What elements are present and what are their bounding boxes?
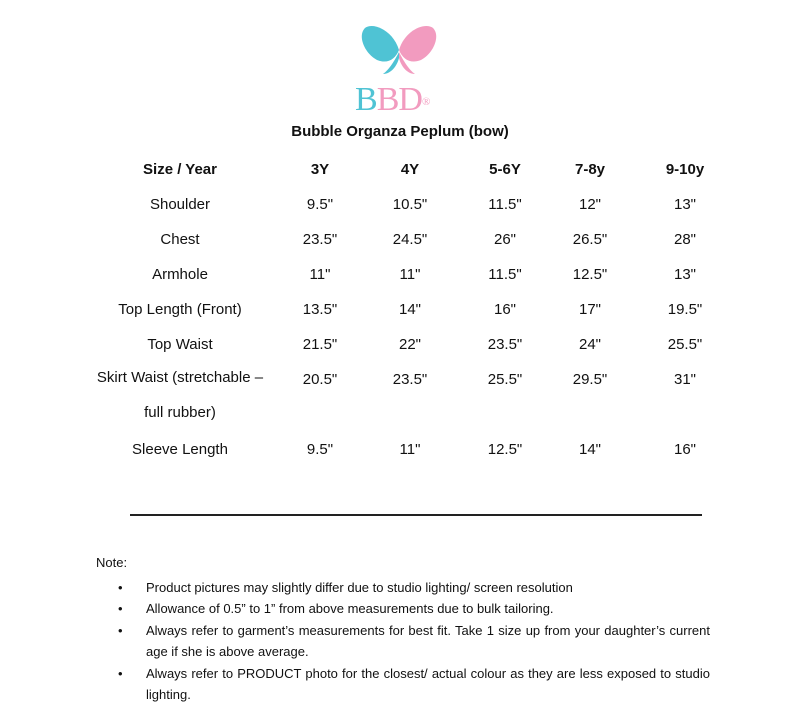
table-row [80, 255, 740, 290]
table-cell: 11" [309, 266, 331, 283]
table-cell: 24" [578, 336, 601, 353]
header-col: 4Y [400, 161, 420, 178]
table-cell: 21.5" [302, 336, 338, 353]
header-col: 3Y [310, 161, 330, 178]
logo-wordmark: BBD® [355, 81, 430, 118]
row-label: Sleeve Length [132, 441, 228, 458]
row-label: Armhole [152, 266, 208, 283]
table-cell: 11" [399, 441, 421, 458]
note-text: Product pictures may slightly differ due to studio lighting/ screen resolution [146, 579, 573, 595]
page-title: Bubble Organza Peplum (bow) [291, 123, 509, 140]
table-cell: 11.5" [488, 196, 522, 213]
table-cell: 13" [673, 196, 696, 213]
table-cell: 19.5" [667, 301, 703, 318]
note-text: Allowance of 0.5” to 1” from above measurements due to bulk tailoring. [146, 601, 554, 616]
row-label-line: full rubber) [144, 404, 216, 421]
table-cell: 26" [493, 231, 516, 248]
note-text: Always refer to PRODUCT photo for the closest/ actual colour as they are less exposed to studio lighting. [146, 665, 710, 702]
table-cell: 11.5" [488, 266, 522, 283]
table-cell: 16" [673, 441, 696, 458]
notes-section [96, 552, 710, 706]
notes-title: Note: [96, 555, 128, 570]
table-cell: 22" [398, 336, 421, 353]
table-cell: 12.5" [487, 441, 523, 458]
row-label-line: Skirt Waist (stretchable – [96, 369, 264, 386]
row-label: Shoulder [149, 196, 211, 213]
table-cell: 10.5" [392, 196, 428, 213]
note-text: Always refer to garment’s measurements for best fit. Take 1 size up from your daughter’s current age if she is above average. [146, 622, 710, 659]
table-cell: 14" [398, 301, 421, 318]
bullet-icon: • [118, 601, 123, 616]
table-cell: 13" [673, 266, 696, 283]
header-label: Size / Year [143, 161, 217, 178]
header-col: 5-6Y [489, 161, 521, 178]
bullet-icon: • [118, 622, 123, 638]
table-cell: 14" [578, 441, 601, 458]
table-cell: 23.5" [302, 231, 338, 248]
table-cell: 31" [673, 371, 696, 388]
header-col: 7-8y [574, 161, 606, 178]
table-cell: 16" [493, 301, 516, 318]
table-row [80, 290, 740, 325]
table-cell: 26.5" [572, 231, 608, 248]
brand-logo [355, 20, 445, 118]
size-chart-table [80, 150, 740, 465]
table-row [80, 430, 740, 465]
table-cell: 9.5" [306, 196, 334, 213]
table-cell: 24.5" [392, 231, 428, 248]
table-row [80, 185, 740, 220]
table-cell: 29.5" [572, 371, 608, 388]
row-label: Chest [160, 231, 200, 248]
table-cell: 25.5" [487, 371, 523, 388]
table-cell: 17" [578, 301, 601, 318]
bullet-icon: • [118, 665, 123, 681]
table-cell: 13.5" [302, 301, 338, 318]
table-row [80, 325, 740, 360]
row-label [80, 360, 280, 430]
table-cell: 25.5" [667, 336, 703, 353]
table-header-row [80, 150, 740, 185]
bullet-icon: • [118, 579, 123, 595]
table-cell: 11" [399, 266, 421, 283]
list-item [96, 577, 710, 599]
section-divider [130, 514, 702, 516]
list-item [96, 598, 710, 620]
notes-list [96, 577, 710, 706]
header-col: 9-10y [665, 161, 705, 178]
table-row [80, 220, 740, 255]
list-item [96, 620, 710, 663]
table-cell: 23.5" [392, 371, 428, 388]
table-cell: 20.5" [302, 371, 338, 388]
table-cell: 23.5" [487, 336, 523, 353]
table-cell: 12.5" [572, 266, 608, 283]
list-item [96, 663, 710, 706]
row-label: Top Length (Front) [118, 301, 242, 318]
table-cell: 9.5" [306, 441, 334, 458]
table-cell: 28" [673, 231, 696, 248]
row-label: Top Waist [147, 336, 213, 353]
table-cell: 12" [578, 196, 601, 213]
table-row [80, 360, 740, 430]
butterfly-icon [359, 20, 439, 76]
